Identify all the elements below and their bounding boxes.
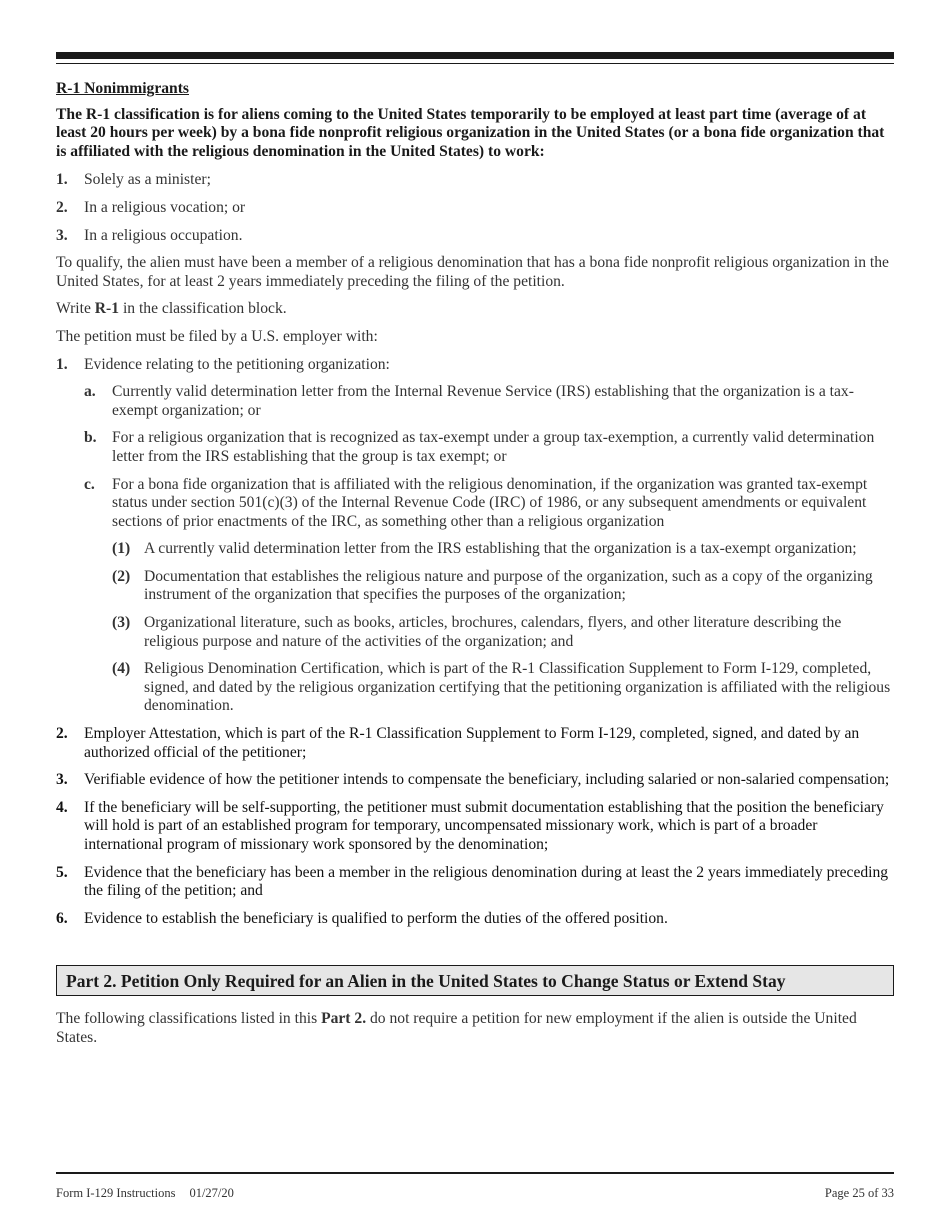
- list-letter: a.: [84, 383, 96, 401]
- evidence-item: [56, 725, 894, 762]
- part2-text-pre: The following classifications listed in this: [56, 1010, 322, 1028]
- list-text: In a religious vocation; or: [84, 198, 246, 216]
- qualify-paragraph: To qualify, the alien must have been a member of a religious denomination that has a bona fide nonprofit religious organization in the United States, for at least 2 years immediately preceding the filing of the petition.: [56, 254, 889, 290]
- part2-text-post: do not require a petition for new employment if the alien is outside the United States.: [56, 1010, 857, 1046]
- list-paren-number: (1): [112, 540, 131, 558]
- list-text: Evidence to establish the beneficiary is qualified to perform the duties of the offered position.: [84, 909, 668, 927]
- list-number: 2.: [56, 725, 68, 743]
- work-list-item: [56, 227, 894, 246]
- section-intro: The R-1 classification is for aliens coming to the United States temporarily to be employed at least part time (average of at least 20 hours per week) by a bona fide nonprofit religious organization in the United States (or a bona fide organization that is affiliated with the religious denomination in the United States) to work:: [56, 105, 885, 160]
- part2-ref: Part 2.: [321, 1010, 367, 1028]
- footer-form-date: 01/27/20: [189, 1186, 234, 1200]
- write-post: in the classification block.: [119, 300, 287, 318]
- list-text: Solely as a minister;: [84, 171, 211, 189]
- evidence-subitem: [56, 476, 894, 532]
- footer-page-number: Page 25 of 33: [824, 1186, 894, 1200]
- list-text: Religious Denomination Certification, which is part of the R-1 Classification Supplement to Form I-129, completed, signed, and dated by the religious organization certifying that the petitioning organization is affiliated with the religious denomination.: [144, 660, 891, 715]
- document-page: [56, 0, 894, 1230]
- work-list-item: [56, 199, 894, 218]
- list-number: 2.: [56, 198, 68, 216]
- work-list-item: [56, 171, 894, 190]
- list-letter: b.: [84, 429, 97, 447]
- list-number: 1.: [56, 171, 68, 189]
- part2-heading-box: Part 2. Petition Only Required for an Alien in the United States to Change Status or Extend Stay: [56, 965, 894, 996]
- section-heading: R-1 Nonimmigrants: [56, 80, 189, 97]
- page-content: [56, 80, 894, 1057]
- list-text: If the beneficiary will be self-supporting, the petitioner must submit documentation establishing that the position the beneficiary will hold is part of an established program for temporary, uncompensated missionary work, which is part of a broader international program of missionary work sponsored by the denomination;: [84, 798, 884, 853]
- evidence-subsubitem: [56, 660, 894, 716]
- list-letter: c.: [84, 475, 95, 493]
- footer-form-info: [56, 1186, 248, 1201]
- evidence-item: [56, 771, 894, 790]
- header-rule-thick: [56, 52, 894, 59]
- write-pre: Write: [56, 300, 95, 318]
- footer-rule: [56, 1172, 894, 1174]
- list-text: For a religious organization that is recognized as tax-exempt under a group tax-exemption, a currently valid determination letter from the IRS establishing that the group is tax exempt; or: [112, 429, 875, 465]
- evidence-subitem: [56, 383, 894, 420]
- footer-form-name: Form I-129 Instructions: [56, 1186, 176, 1200]
- list-number: 1.: [56, 355, 68, 373]
- evidence-item: [56, 799, 894, 855]
- list-text: Evidence relating to the petitioning organization:: [84, 355, 390, 373]
- petition-intro: The petition must be filed by a U.S. employer with:: [56, 327, 378, 345]
- list-number: 4.: [56, 798, 68, 816]
- list-number: 5.: [56, 863, 68, 881]
- list-text: Currently valid determination letter from the Internal Revenue Service (IRS) establishing that the organization is a tax-exempt organization; or: [112, 383, 854, 419]
- evidence-subsubitem: [56, 568, 894, 605]
- list-paren-number: (3): [112, 614, 131, 632]
- list-text: In a religious occupation.: [84, 226, 243, 244]
- evidence-subitem: [56, 429, 894, 466]
- evidence-subsubitem: [56, 614, 894, 651]
- list-text: For a bona fide organization that is affiliated with the religious denomination, if the organization was granted tax-exempt status under section 501(c)(3) of the Internal Revenue Code (IRC) of 1986, or any subsequent amendments or equivalent sections of prior enactments of the IRC, as something other than a religious organization: [112, 475, 868, 530]
- evidence-item: [56, 910, 894, 929]
- list-text: Documentation that establishes the religious nature and purpose of the organization, such as a copy of the organizing instrument of the organization that specifies the purposes of the organization;: [144, 567, 873, 604]
- list-text: Organizational literature, such as books, articles, brochures, calendars, flyers, and other literature describing the religious purpose and nature of the activities of the organization; and: [144, 614, 842, 650]
- classification-code: R-1: [94, 300, 120, 318]
- list-paren-number: (4): [112, 660, 131, 678]
- evidence-subsubitem: [56, 540, 894, 559]
- classification-instruction: [56, 300, 894, 319]
- list-number: 3.: [56, 226, 68, 244]
- part2-paragraph: [56, 1010, 894, 1047]
- header-rule-thin: [56, 63, 894, 64]
- list-number: 3.: [56, 771, 68, 789]
- list-paren-number: (2): [112, 567, 131, 585]
- evidence-item: [56, 356, 894, 375]
- list-text: Evidence that the beneficiary has been a member in the religious denomination during at least the 2 years immediately preceding the filing of the petition; and: [84, 863, 889, 900]
- list-text: Employer Attestation, which is part of the R-1 Classification Supplement to Form I-129, completed, signed, and dated by an authorized official of the petitioner;: [84, 725, 860, 761]
- list-number: 6.: [56, 909, 68, 927]
- list-text: A currently valid determination letter from the IRS establishing that the organization is a tax-exempt organization;: [144, 540, 857, 558]
- list-text: Verifiable evidence of how the petitioner intends to compensate the beneficiary, including salaried or non-salaried compensation;: [84, 771, 890, 789]
- evidence-item: [56, 864, 894, 901]
